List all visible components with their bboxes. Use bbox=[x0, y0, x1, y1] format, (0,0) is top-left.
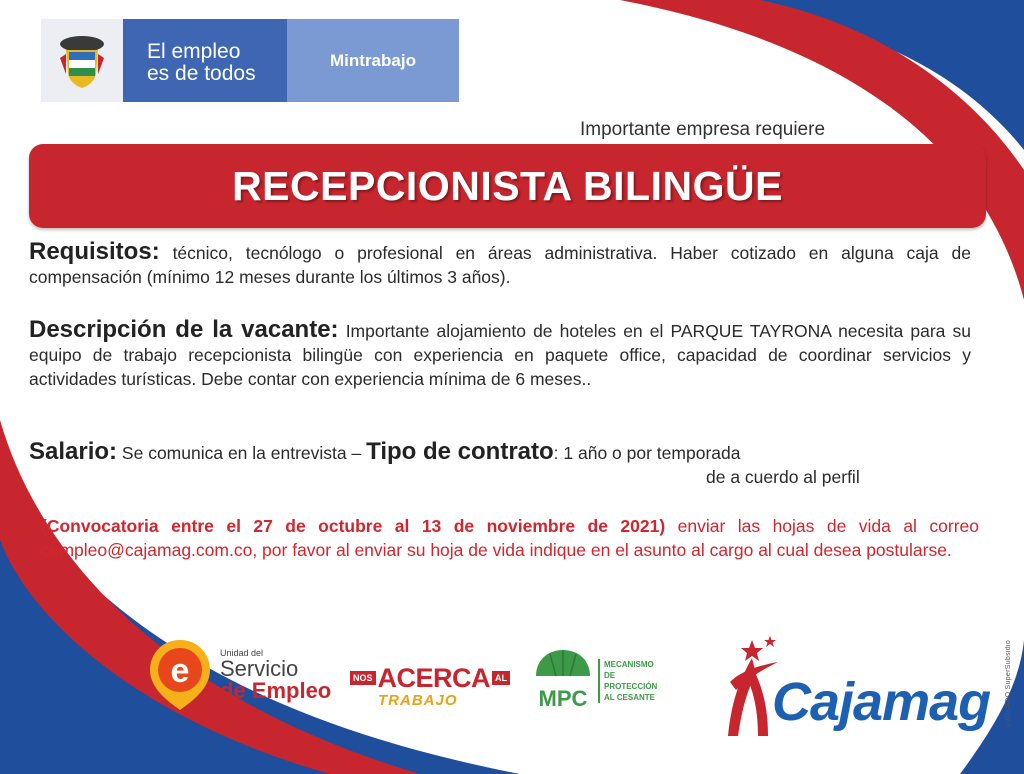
umbrella-icon bbox=[532, 646, 594, 716]
contrato-line-2: de a cuerdo al perfil bbox=[706, 467, 860, 487]
salario-colon: : bbox=[109, 438, 118, 465]
cajamag-logo bbox=[722, 636, 992, 740]
mpc-line-3: AL CESANTE bbox=[604, 693, 655, 702]
se-line-1: Servicio bbox=[220, 656, 299, 681]
acerca-al: AL bbox=[492, 671, 510, 685]
se-line-2: de Empleo bbox=[220, 678, 332, 703]
mpc-logo bbox=[532, 646, 662, 716]
convocatoria-note bbox=[41, 514, 979, 562]
mpc-line-1: MECANISMO DE bbox=[604, 660, 654, 680]
vigilado-supersubsidio: VIGILADO SuperSubsidio bbox=[1005, 640, 1012, 728]
servicio-empleo-e-icon bbox=[148, 638, 212, 712]
contrato-label: Tipo de contrato bbox=[366, 438, 554, 465]
cajamag-wordmark: Cajamag bbox=[772, 672, 991, 732]
empleo-de-todos-label bbox=[123, 19, 287, 102]
requisitos-section bbox=[29, 240, 971, 289]
mpc-text bbox=[598, 659, 662, 703]
descripcion-section bbox=[29, 318, 971, 391]
se-letter: e bbox=[170, 652, 190, 690]
mpc-line-2: PROTECCIÓN bbox=[604, 682, 658, 691]
contrato-text: : 1 año o por temporada bbox=[553, 443, 741, 463]
servicio-de-empleo-logo bbox=[148, 638, 331, 712]
government-header bbox=[41, 19, 459, 102]
se-small-label: Unidad del bbox=[220, 648, 264, 658]
acerca-big: ACERCA bbox=[377, 662, 491, 693]
requisitos-label: Requisitos bbox=[29, 238, 152, 265]
nos-acerca-al-trabajo-logo bbox=[350, 664, 510, 712]
requisitos-colon: : bbox=[151, 238, 160, 265]
descripcion-label: Descripción de la vacante: bbox=[29, 316, 339, 343]
title-banner bbox=[29, 144, 986, 228]
empleo-line-1: El empleo bbox=[147, 40, 241, 63]
empleo-line-2: es de todos bbox=[147, 62, 256, 85]
ministry-label: Mintrabajo bbox=[287, 19, 459, 102]
requisitos-text: técnico, tecnólogo o profesional en áreas administrativa. Haber cotizado en alguna caja de compensación (mínimo 12 meses durante los últimos 3 años). bbox=[29, 243, 971, 287]
acerca-main-row bbox=[350, 664, 510, 692]
salario-text: Se comunica en la entrevista – bbox=[121, 443, 362, 463]
servicio-empleo-text bbox=[220, 648, 331, 702]
acerca-nos: NOS bbox=[350, 671, 376, 685]
convocatoria-dates: (Convocatoria entre el 27 de octubre al 13 de noviembre de 2021) bbox=[41, 516, 666, 536]
colombia-coat-of-arms-icon bbox=[41, 19, 123, 102]
mpc-letters: MPC bbox=[538, 686, 588, 711]
acerca-sub: TRABAJO bbox=[378, 692, 458, 709]
convocatoria-text: enviar las hojas de vida al correo cempleo@cajamag.com.co, por favor al enviar su hoja de vida indique en el asunto al cargo al cual desea postularse. bbox=[41, 516, 979, 560]
job-title: RECEPCIONISTA BILINGÜE bbox=[232, 162, 783, 209]
intro-text: Importante empresa requiere bbox=[580, 119, 826, 140]
descripcion-text: Importante alojamiento de hoteles en el PARQUE TAYRONA necesita para su equipo de trabajo recepcionista bilingüe con experiencia en paquete office, capacidad de coordinar servicios y actividades turísticas. Debe contar con experiencia mínima de 6 meses.. bbox=[29, 321, 971, 389]
salario-label: Salario bbox=[29, 438, 110, 465]
salario-section bbox=[29, 440, 949, 489]
